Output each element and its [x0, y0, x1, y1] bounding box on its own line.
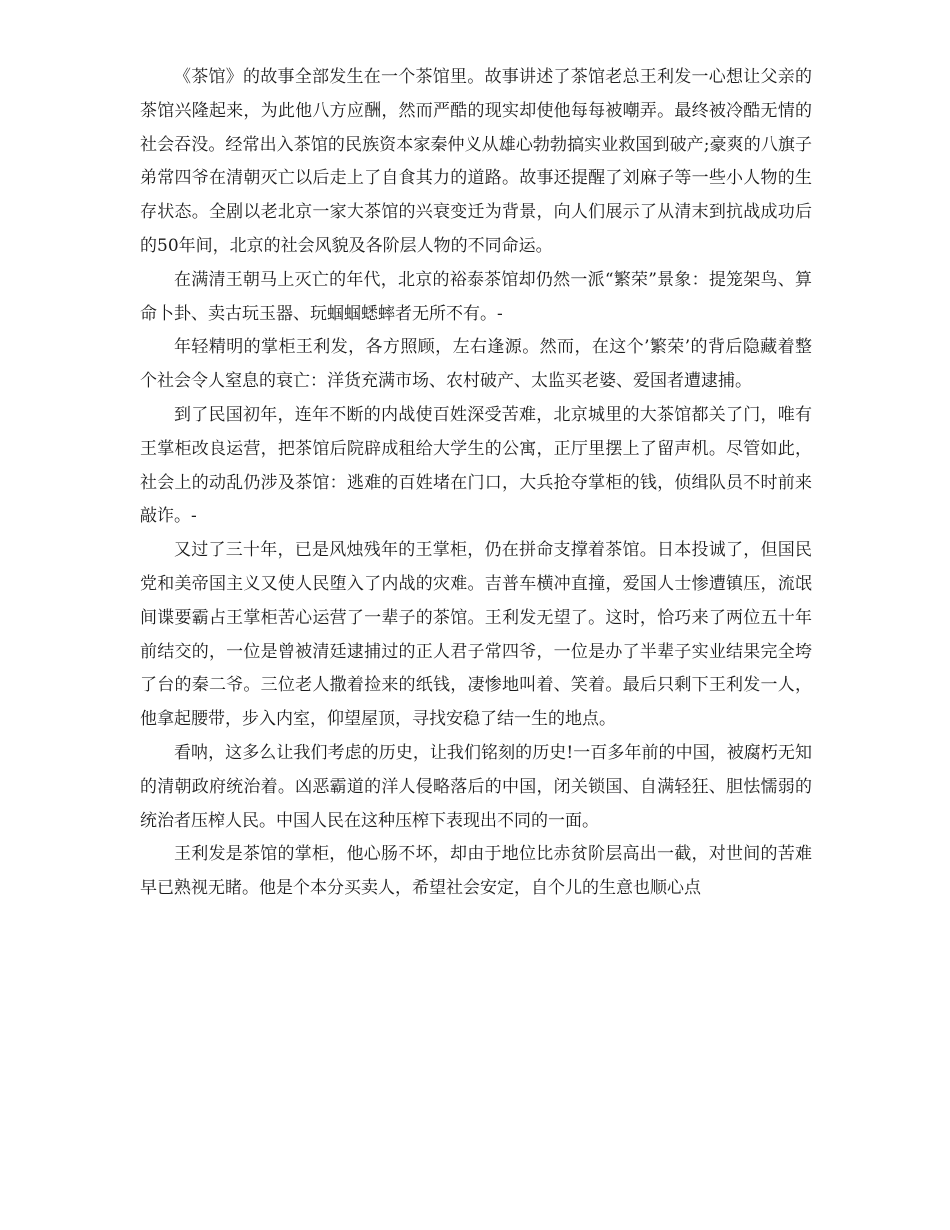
paragraph: 看呐，这多么让我们考虑的历史，让我们铭刻的历史!一百多年前的中国，被腐朽无知的清朝政府统治着。凶恶霸道的洋人侵略落后的中国，闭关锁国、自满轻狂、胆怯懦弱的统治者压榨人民。中国人民在这种压榨下表现出不同的一面。 — [140, 742, 812, 831]
document-body — [140, 61, 812, 906]
paragraph: 又过了三十年，已是风烛残年的王掌柜，仍在拼命支撑着茶馆。日本投诚了，但国民党和美帝国主义又使人民堕入了内战的灾难。吉普车横冲直撞，爱国人士惨遭镇压，流氓间谍要霸占王掌柜苦心运营了一辈子的茶馆。王利发无望了。这时，恰巧来了两位五十年前结交的，一位是曾被清廷逮捕过的正人君子常四爷，一位是办了半辈子实业结果完全垮了台的秦二爷。三位老人撒着捡来的纸钱，凄惨地叫着、笑着。最后只剩下王利发一人，他拿起腰带，步入内室，仰望屋顶，寻找安稳了结一生的地点。 — [140, 540, 812, 730]
paragraph: 年轻精明的掌柜王利发，各方照顾，左右逢源。然而，在这个’繁荣’的背后隐藏着整个社会令人窒息的衰亡：洋货充满市场、农村破产、太监买老婆、爱国者遭逮捕。 — [140, 337, 812, 392]
paragraph: 到了民国初年，连年不断的内战使百姓深受苦难，北京城里的大茶馆都关了门，唯有王掌柜改良运营，把茶馆后院辟成租给大学生的公寓，正厅里摆上了留声机。尽管如此，社会上的动乱仍涉及茶馆：逃难的百姓堵在门口，大兵抢夺掌柜的钱，侦缉队员不时前来敲诈。- — [140, 404, 812, 527]
paragraph: 《茶馆》的故事全部发生在一个茶馆里。故事讲述了茶馆老总王利发一心想让父亲的茶馆兴隆起来，为此他八方应酬，然而严酷的现实却使他每每被嘲弄。最终被冷酷无情的社会吞没。经常出入茶馆的民族资本家秦仲义从雄心勃勃搞实业救国到破产;豪爽的八旗子弟常四爷在清朝灭亡以后走上了自食其力的道路。故事还提醒了刘麻子等一些小人物的生存状态。全剧以老北京一家大茶馆的兴衰变迁为背景，向人们展示了从清末到抗战成功后的50年间，北京的社会风貌及各阶层人物的不同命运。 — [140, 67, 812, 256]
paragraph: 在满清王朝马上灭亡的年代，北京的裕泰茶馆却仍然一派“繁荣”景象：提笼架鸟、算命卜卦、卖古玩玉器、玩蝈蝈蟋蟀者无所不有。- — [140, 269, 812, 324]
paragraph: 王利发是茶馆的掌柜，他心肠不坏，却由于地位比赤贫阶层高出一截，对世间的苦难早已熟视无睹。他是个本分买卖人，希望社会安定，自个儿的生意也顺心点 — [140, 844, 812, 899]
